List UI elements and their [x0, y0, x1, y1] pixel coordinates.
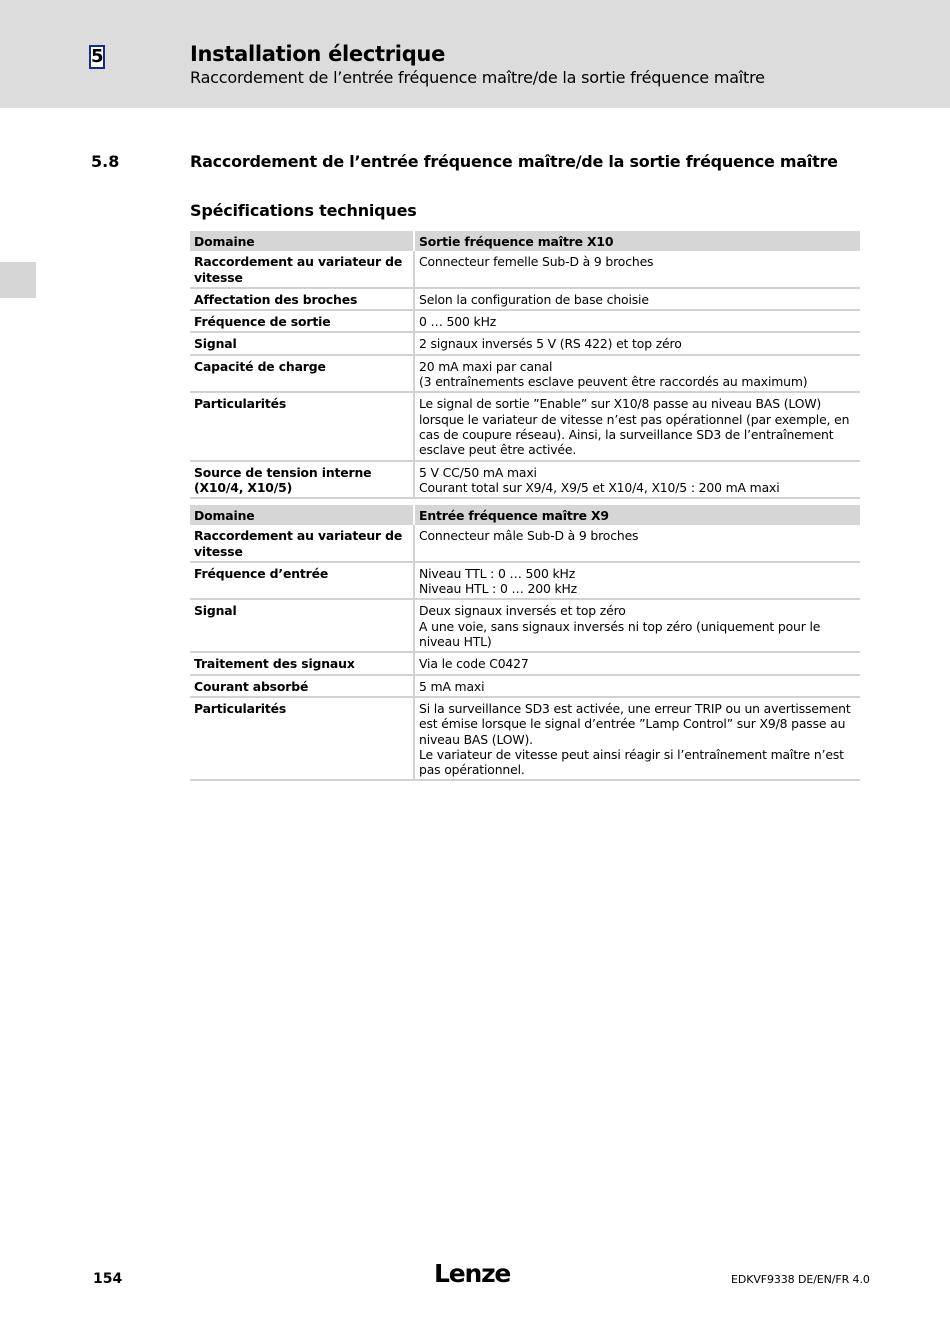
table-row: [190, 462, 860, 500]
chapter-title: Installation électrique: [190, 42, 446, 66]
table-row: [190, 251, 860, 289]
spec-table-output-x10: [190, 231, 860, 499]
table-row: [190, 698, 860, 781]
row-value: 0 … 500 kHz: [415, 311, 860, 333]
row-value: Connecteur mâle Sub-D à 9 broches: [415, 525, 860, 563]
page-number: 154: [93, 1271, 123, 1287]
row-label: Source de tension interne (X10/4, X10/5): [190, 462, 415, 500]
table-row: [190, 311, 860, 333]
spec-table-input-x9: [190, 505, 860, 781]
chapter-subtitle: Raccordement de l’entrée fréquence maître/de la sortie fréquence maître: [190, 68, 765, 87]
row-value: Deux signaux inversés et top zéro A une voie, sans signaux inversés ni top zéro (uniquement pour le niveau HTL): [415, 600, 860, 653]
row-value: 5 mA maxi: [415, 676, 860, 698]
row-value: Selon la configuration de base choisie: [415, 289, 860, 311]
table-row: [190, 356, 860, 394]
table-row: [190, 600, 860, 653]
table-header-row: [190, 505, 860, 525]
table-header-cell: Sortie fréquence maître X10: [415, 231, 860, 251]
row-value: 2 signaux inversés 5 V (RS 422) et top zéro: [415, 333, 860, 355]
table-row: [190, 653, 860, 675]
row-value: Le signal de sortie ”Enable” sur X10/8 passe au niveau BAS (LOW) lorsque le variateur de vitesse n’est pas opérationnel (par exemple, en cas de coupure réseau). Ainsi, la surveillance SD3 de l’entraînement esclave peut être activée.: [415, 393, 860, 461]
table-row: [190, 525, 860, 563]
row-label: Fréquence de sortie: [190, 311, 415, 333]
row-label: Courant absorbé: [190, 676, 415, 698]
row-label: Signal: [190, 600, 415, 653]
document-id: EDKVF9338 DE/EN/FR 4.0: [731, 1273, 870, 1286]
table-row: [190, 676, 860, 698]
row-label: Particularités: [190, 393, 415, 461]
row-label: Capacité de charge: [190, 356, 415, 394]
row-label: Fréquence d’entrée: [190, 563, 415, 601]
section-number: 5.8: [91, 152, 120, 171]
row-label: Signal: [190, 333, 415, 355]
table-header-row: [190, 231, 860, 251]
specs-heading: Spécifications techniques: [190, 201, 417, 220]
row-value: 5 V CC/50 mA maxi Courant total sur X9/4, X9/5 et X10/4, X10/5 : 200 mA maxi: [415, 462, 860, 500]
chapter-number-box[interactable]: 5: [91, 46, 104, 67]
table-row: [190, 563, 860, 601]
row-value: Niveau TTL : 0 … 500 kHz Niveau HTL : 0 … 200 kHz: [415, 563, 860, 601]
lenze-logo: Lenze: [434, 1259, 511, 1288]
table-header-cell: Domaine: [190, 231, 415, 251]
row-value: Si la surveillance SD3 est activée, une erreur TRIP ou un avertissement est émise lorsque le signal d’entrée ”Lamp Control” sur X9/8 passe au niveau BAS (LOW). Le variateur de vitesse peut ainsi réagir si l’entraînement maître n’est pas opérationnel.: [415, 698, 860, 781]
table-row: [190, 289, 860, 311]
header-band: [0, 0, 950, 108]
table-header-cell: Entrée fréquence maître X9: [415, 505, 860, 525]
section-title: Raccordement de l’entrée fréquence maître/de la sortie fréquence maître: [190, 152, 838, 171]
row-value: Via le code C0427: [415, 653, 860, 675]
row-value: Connecteur femelle Sub-D à 9 broches: [415, 251, 860, 289]
row-label: Traitement des signaux: [190, 653, 415, 675]
table-row: [190, 393, 860, 461]
chapter-side-tab: [0, 262, 36, 298]
table-header-cell: Domaine: [190, 505, 415, 525]
row-label: Raccordement au variateur de vitesse: [190, 525, 415, 563]
row-label: Raccordement au variateur de vitesse: [190, 251, 415, 289]
table-row: [190, 333, 860, 355]
row-label: Particularités: [190, 698, 415, 781]
row-label: Affectation des broches: [190, 289, 415, 311]
row-value: 20 mA maxi par canal (3 entraînements esclave peuvent être raccordés au maximum): [415, 356, 860, 394]
